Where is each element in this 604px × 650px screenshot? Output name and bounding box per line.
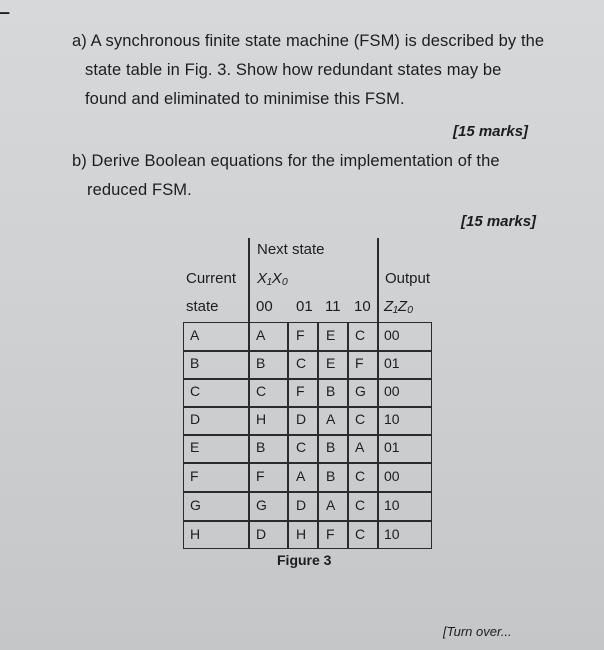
output-value: 10 bbox=[384, 526, 400, 542]
output-value: 01 bbox=[384, 439, 400, 455]
next-state-10: G bbox=[355, 383, 366, 399]
question-a-line-2: state table in Fig. 3. Show how redundant states may be bbox=[85, 61, 502, 79]
next-state-10: C bbox=[355, 411, 366, 427]
next-state-11: B bbox=[326, 468, 336, 484]
next-state-00: F bbox=[256, 468, 265, 484]
row-state: D bbox=[190, 411, 201, 427]
row-state: F bbox=[190, 468, 199, 484]
next-state-00: D bbox=[256, 526, 267, 542]
output-header: Output bbox=[385, 270, 431, 287]
next-state-10: C bbox=[355, 468, 366, 484]
next-state-11: A bbox=[326, 497, 336, 513]
figure-caption: Figure 3 bbox=[277, 552, 332, 568]
next-state-01: A bbox=[296, 468, 306, 484]
next-state-01: F bbox=[296, 327, 305, 343]
next-state-00: B bbox=[256, 439, 266, 455]
next-state-01: C bbox=[296, 439, 307, 455]
grid-col-line-5 bbox=[377, 322, 379, 549]
next-state-11: B bbox=[326, 439, 336, 455]
next-state-01: F bbox=[296, 383, 305, 399]
next-state-10: C bbox=[355, 526, 366, 542]
next-state-01: C bbox=[296, 355, 307, 371]
output-value: 00 bbox=[384, 468, 400, 484]
next-state-10: C bbox=[355, 327, 366, 343]
next-state-10: F bbox=[355, 355, 364, 371]
next-state-01: H bbox=[296, 526, 307, 542]
next-state-10: A bbox=[355, 439, 365, 455]
row-state: C bbox=[190, 383, 201, 399]
next-state-00: C bbox=[256, 383, 267, 399]
grid-row-line bbox=[183, 350, 432, 352]
question-a-marks: [15 marks] bbox=[453, 123, 529, 140]
row-state: G bbox=[190, 497, 201, 513]
current-header: Current bbox=[186, 270, 237, 287]
next-state-10: C bbox=[355, 497, 366, 513]
grid-row-line bbox=[183, 406, 432, 408]
input-col-01: 01 bbox=[296, 298, 313, 315]
output-value: 01 bbox=[384, 355, 400, 371]
question-a-line-3: found and eliminated to minimise this FSM. bbox=[85, 90, 405, 108]
next-state-11: F bbox=[326, 526, 335, 542]
grid-col-line-2 bbox=[287, 322, 289, 549]
question-b-line-1: b) Derive Boolean equations for the implementation of the bbox=[72, 152, 500, 170]
question-b-marks: [15 marks] bbox=[461, 213, 537, 230]
output-value: 00 bbox=[384, 327, 400, 343]
output-value: 00 bbox=[384, 383, 400, 399]
grid-row-line bbox=[183, 491, 432, 493]
next-state-00: G bbox=[256, 497, 267, 513]
output-value: 10 bbox=[384, 497, 400, 513]
grid-row-line bbox=[183, 520, 432, 522]
grid-row-line bbox=[183, 378, 432, 380]
next-state-01: D bbox=[296, 497, 307, 513]
header-divider-right bbox=[377, 238, 379, 322]
question-b-line-2: reduced FSM. bbox=[87, 181, 192, 199]
next-state-01: D bbox=[296, 411, 307, 427]
input-col-11: 11 bbox=[325, 298, 341, 315]
row-state: A bbox=[190, 327, 200, 343]
grid-col-line-3 bbox=[317, 322, 319, 549]
header-divider-left bbox=[248, 238, 250, 322]
input-vars-header: X₁X₀ bbox=[257, 270, 289, 287]
input-col-10: 10 bbox=[354, 298, 371, 315]
next-state-00: B bbox=[256, 355, 266, 371]
next-state-11: A bbox=[326, 411, 336, 427]
output-vars-header: Z₁Z₀ bbox=[384, 298, 414, 315]
turn-over-note: [Turn over... bbox=[443, 624, 512, 639]
next-state-11: E bbox=[326, 327, 336, 343]
next-state-11: B bbox=[326, 383, 336, 399]
grid-row-line bbox=[183, 462, 432, 464]
grid-row-line bbox=[183, 434, 432, 436]
page-edge-mark: ▁ bbox=[0, 0, 10, 14]
row-state: H bbox=[190, 526, 201, 542]
next-state-11: E bbox=[326, 355, 336, 371]
state-header: state bbox=[186, 298, 219, 315]
row-state: B bbox=[190, 355, 200, 371]
row-state: E bbox=[190, 439, 200, 455]
grid-col-line-1 bbox=[248, 322, 250, 549]
next-state-00: H bbox=[256, 411, 267, 427]
grid-col-line-4 bbox=[347, 322, 349, 549]
next-state-00: A bbox=[256, 327, 266, 343]
input-col-00: 00 bbox=[256, 298, 273, 315]
output-value: 10 bbox=[384, 411, 400, 427]
question-a-line-1: a) A synchronous finite state machine (FSM) is described by the bbox=[72, 32, 545, 50]
next-state-header: Next state bbox=[257, 241, 325, 258]
